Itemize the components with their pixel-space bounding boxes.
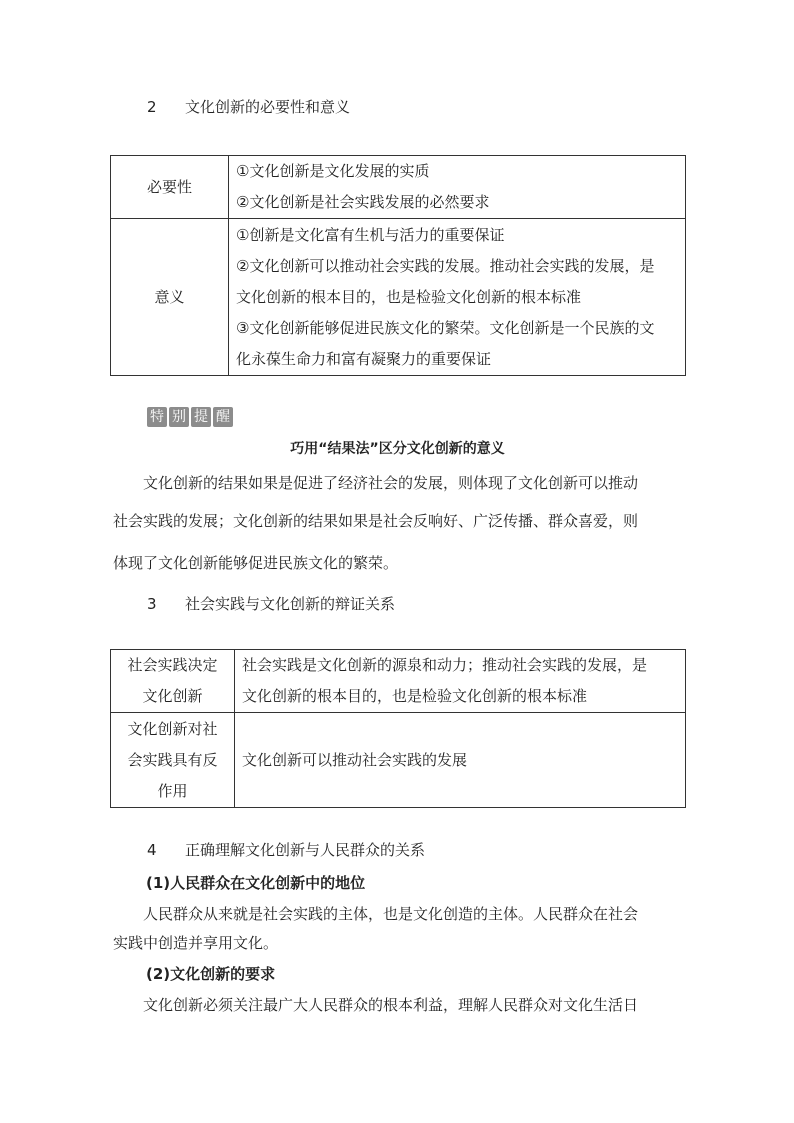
paragraph-line: 文化创新必须关注最广大人民群众的根本利益，理解人民群众对文化生活日	[143, 996, 639, 1014]
tip-line: 社会实践的发展；文化创新的结果如果是社会反响好、广泛传播、群众喜爱，则	[113, 512, 639, 530]
content-line: 文化创新可以推动社会实践的发展	[242, 750, 468, 769]
table-row	[111, 713, 686, 808]
row-label	[111, 650, 235, 713]
section-number: 3	[147, 595, 157, 613]
content-line: ③文化创新能够促进民族文化的繁荣。文化创新是一个民族的文	[236, 318, 655, 337]
content-line: 社会实践是文化创新的源泉和动力；推动社会实践的发展，是	[242, 656, 648, 674]
content-line: ②文化创新是社会实践发展的必然要求	[236, 193, 490, 211]
content-line: 文化创新的根本目的，也是检验文化创新的根本标准	[242, 687, 588, 705]
label-line: 会实践具有反	[127, 750, 218, 769]
paragraph-line: 人民群众从来就是社会实践的主体，也是文化创造的主体。人民群众在社会	[143, 905, 639, 923]
subheading-2: (2)文化创新的要求	[146, 965, 276, 983]
paragraph-1	[113, 898, 693, 956]
special-reminder-badge	[147, 407, 233, 427]
badge-char: 特	[147, 407, 167, 427]
content-line: ①文化创新是文化发展的实质	[236, 162, 430, 180]
table-row	[111, 650, 686, 713]
section-3-heading	[147, 594, 547, 614]
table-row	[111, 219, 686, 376]
badge-char: 醒	[213, 407, 233, 427]
section-4-heading	[147, 840, 547, 860]
table-row	[111, 156, 686, 219]
row-content	[235, 713, 686, 808]
tip-title: 巧用“结果法”区分文化创新的意义	[290, 441, 505, 457]
section-title: 社会实践与文化创新的辩证关系	[185, 595, 396, 613]
section-number: 2	[147, 98, 157, 116]
section-title: 正确理解文化创新与人民群众的关系	[185, 841, 426, 859]
paragraph-2	[113, 989, 693, 1021]
row-label: 意义	[111, 219, 229, 376]
paragraph-line: 实践中创造并享用文化。	[113, 934, 279, 952]
necessity-significance-table	[110, 155, 686, 376]
badge-char: 提	[191, 407, 211, 427]
label-line: 文化创新	[142, 687, 203, 705]
content-line: ①创新是文化富有生机与活力的重要保证	[236, 225, 505, 244]
label-line: 文化创新对社	[127, 719, 218, 738]
content-line: 化永葆生命力和富有凝聚力的重要保证	[236, 349, 492, 368]
label-line: 作用	[157, 781, 188, 800]
content-line: 文化创新的根本目的，也是检验文化创新的根本标准	[236, 287, 582, 306]
row-content	[235, 650, 686, 713]
tip-line: 文化创新的结果如果是促进了经济社会的发展，则体现了文化创新可以推动	[143, 474, 639, 492]
row-content	[229, 156, 686, 219]
section-2-heading	[147, 97, 547, 117]
content-line: ②文化创新可以推动社会实践的发展。推动社会实践的发展，是	[236, 256, 655, 275]
practice-innovation-table	[110, 649, 686, 808]
section-title: 文化创新的必要性和意义	[185, 98, 351, 116]
row-label	[111, 713, 235, 808]
badge-char: 别	[169, 407, 189, 427]
label-line: 社会实践决定	[127, 656, 218, 674]
row-label: 必要性	[111, 156, 229, 219]
section-number: 4	[147, 841, 157, 859]
subheading-1: (1)人民群众在文化创新中的地位	[146, 874, 366, 892]
tip-line: 体现了文化创新能够促进民族文化的繁荣。	[113, 554, 399, 572]
row-content	[229, 219, 686, 376]
tip-paragraph	[113, 467, 693, 583]
